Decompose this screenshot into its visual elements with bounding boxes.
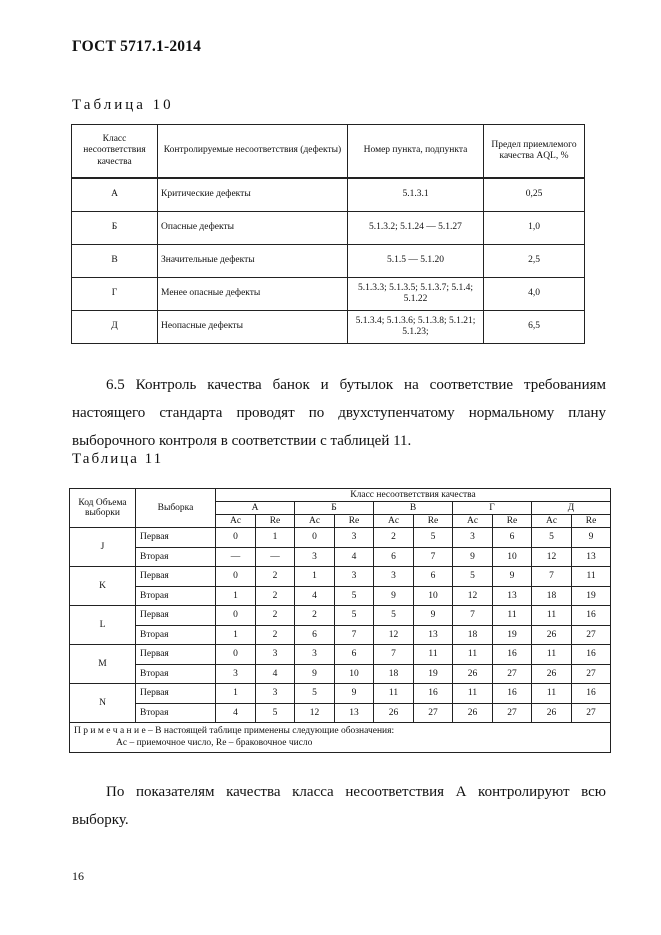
value-cell: 0: [216, 606, 256, 626]
value-cell: 0: [216, 528, 256, 548]
page-number: 16: [72, 869, 84, 883]
item-cell: 5.1.3.4; 5.1.3.6; 5.1.3.8; 5.1.21; 5.1.23;: [348, 311, 484, 344]
table-11-ac-header: Ac: [374, 515, 414, 528]
sample-label-cell: Вторая: [136, 625, 216, 645]
value-cell: 27: [572, 703, 611, 723]
table-11-note: [70, 723, 611, 753]
table-11-class-5: Д: [532, 502, 611, 515]
aql-cell: 6,5: [484, 311, 585, 344]
table-row: [72, 245, 585, 278]
table-row: [70, 625, 611, 645]
value-cell: 16: [493, 645, 532, 665]
sample-code-cell: N: [70, 684, 136, 723]
value-cell: 2: [295, 606, 335, 626]
value-cell: 9: [453, 547, 493, 567]
value-cell: 16: [572, 606, 611, 626]
sample-label-cell: Первая: [136, 645, 216, 665]
table-10-header-item: Номер пункта, подпункта: [348, 125, 484, 179]
document-title: ГОСТ 5717.1-2014: [72, 38, 202, 55]
value-cell: 5: [335, 586, 374, 606]
value-cell: 10: [493, 547, 532, 567]
defect-cell: Неопасные дефекты: [158, 311, 348, 344]
value-cell: 12: [532, 547, 572, 567]
value-cell: 2: [256, 586, 295, 606]
value-cell: 1: [295, 567, 335, 587]
value-cell: 6: [414, 567, 453, 587]
value-cell: 19: [414, 664, 453, 684]
table-row: [70, 528, 611, 548]
value-cell: 6: [374, 547, 414, 567]
table-row: [72, 178, 585, 212]
table-row: [70, 645, 611, 665]
value-cell: 11: [532, 606, 572, 626]
value-cell: 13: [414, 625, 453, 645]
value-cell: 0: [295, 528, 335, 548]
value-cell: 0: [216, 567, 256, 587]
aql-cell: 0,25: [484, 178, 585, 212]
table-11-header-sample: Выборка: [136, 489, 216, 528]
value-cell: 9: [335, 684, 374, 704]
table-11-ac-header: Ac: [453, 515, 493, 528]
class-cell: В: [72, 245, 158, 278]
paragraph-6-5-text: 6.5 Контроль качества банок и бутылок на соответствие требованиям настоящего стандарта проводят по двухступенчатому нормальному плану выборочного контроля в соответствии с таблицей 11.: [72, 377, 606, 449]
value-cell: 5: [453, 567, 493, 587]
value-cell: 9: [295, 664, 335, 684]
value-cell: 4: [256, 664, 295, 684]
value-cell: 13: [335, 703, 374, 723]
value-cell: 3: [374, 567, 414, 587]
value-cell: 11: [414, 645, 453, 665]
value-cell: 5: [335, 606, 374, 626]
sample-label-cell: Вторая: [136, 703, 216, 723]
value-cell: 11: [453, 684, 493, 704]
sample-label-cell: Первая: [136, 684, 216, 704]
value-cell: 7: [414, 547, 453, 567]
value-cell: 5: [374, 606, 414, 626]
item-cell: 5.1.5 — 5.1.20: [348, 245, 484, 278]
value-cell: 26: [532, 664, 572, 684]
value-cell: 11: [532, 684, 572, 704]
value-cell: 2: [374, 528, 414, 548]
value-cell: 5: [414, 528, 453, 548]
value-cell: 3: [453, 528, 493, 548]
table-11-ac-header: Ac: [295, 515, 335, 528]
value-cell: 27: [493, 664, 532, 684]
table-row: [72, 311, 585, 344]
value-cell: 3: [256, 645, 295, 665]
sample-code-cell: M: [70, 645, 136, 684]
defect-cell: Значительные дефекты: [158, 245, 348, 278]
paragraph-final: [72, 778, 606, 834]
table-11-ac-header: Ac: [532, 515, 572, 528]
value-cell: 18: [453, 625, 493, 645]
table-10-header-class: Класс несоответствия качества: [72, 125, 158, 179]
value-cell: 2: [256, 625, 295, 645]
value-cell: 2: [256, 606, 295, 626]
table-row: [70, 567, 611, 587]
value-cell: —: [256, 547, 295, 567]
value-cell: 26: [532, 703, 572, 723]
value-cell: 11: [572, 567, 611, 587]
sample-code-cell: J: [70, 528, 136, 567]
value-cell: 11: [374, 684, 414, 704]
sample-label-cell: Вторая: [136, 664, 216, 684]
value-cell: 1: [216, 586, 256, 606]
value-cell: 12: [374, 625, 414, 645]
table-11-class-3: В: [374, 502, 453, 515]
sample-label-cell: Первая: [136, 606, 216, 626]
value-cell: 16: [414, 684, 453, 704]
value-cell: 4: [335, 547, 374, 567]
table-11-note-line-2: Ac – приемочное число, Re – браковочное число: [116, 738, 313, 749]
table-10-header-defects: Контролируемые несоответствия (дефекты): [158, 125, 348, 179]
value-cell: 5: [256, 703, 295, 723]
sample-label-cell: Вторая: [136, 586, 216, 606]
value-cell: 11: [532, 645, 572, 665]
table-row: [70, 664, 611, 684]
value-cell: 7: [532, 567, 572, 587]
table-11-class-4: Г: [453, 502, 532, 515]
table-11-class-1: А: [216, 502, 295, 515]
table-row: [70, 586, 611, 606]
value-cell: 27: [572, 664, 611, 684]
defect-cell: Опасные дефекты: [158, 212, 348, 245]
table-10-header-aql: Предел приемлемого качества AQL, %: [484, 125, 585, 179]
table-11-header-class: Класс несоответствия качества: [216, 489, 611, 502]
value-cell: 18: [532, 586, 572, 606]
value-cell: 12: [453, 586, 493, 606]
table-row: [72, 278, 585, 311]
table-11: [69, 488, 611, 753]
table-row: [72, 212, 585, 245]
value-cell: 26: [532, 625, 572, 645]
value-cell: 7: [453, 606, 493, 626]
value-cell: 9: [414, 606, 453, 626]
item-cell: 5.1.3.3; 5.1.3.5; 5.1.3.7; 5.1.4; 5.1.22: [348, 278, 484, 311]
table-11-ac-header: Ac: [216, 515, 256, 528]
value-cell: 19: [572, 586, 611, 606]
table-11-re-header: Re: [572, 515, 611, 528]
value-cell: 1: [216, 625, 256, 645]
table-11-re-header: Re: [493, 515, 532, 528]
defect-cell: Менее опасные дефекты: [158, 278, 348, 311]
table-10-caption: Таблица 10: [72, 97, 174, 113]
value-cell: —: [216, 547, 256, 567]
table-10: [71, 124, 585, 344]
value-cell: 26: [374, 703, 414, 723]
table-11-re-header: Re: [414, 515, 453, 528]
value-cell: 6: [493, 528, 532, 548]
value-cell: 19: [493, 625, 532, 645]
sample-code-cell: K: [70, 567, 136, 606]
aql-cell: 1,0: [484, 212, 585, 245]
value-cell: 27: [493, 703, 532, 723]
value-cell: 3: [295, 547, 335, 567]
class-cell: Б: [72, 212, 158, 245]
item-cell: 5.1.3.2; 5.1.24 — 5.1.27: [348, 212, 484, 245]
sample-label-cell: Первая: [136, 528, 216, 548]
value-cell: 9: [572, 528, 611, 548]
paragraph-final-text: По показателям качества класса несоответствия А контролируют всю выборку.: [72, 784, 606, 828]
table-row: [70, 547, 611, 567]
value-cell: 7: [374, 645, 414, 665]
value-cell: 1: [216, 684, 256, 704]
value-cell: 5: [532, 528, 572, 548]
class-cell: А: [72, 178, 158, 212]
value-cell: 6: [295, 625, 335, 645]
value-cell: 16: [572, 645, 611, 665]
value-cell: 3: [335, 567, 374, 587]
value-cell: 10: [335, 664, 374, 684]
table-11-caption: Таблица 11: [72, 451, 164, 467]
table-11-header-code: Код Объема выборки: [70, 489, 136, 528]
table-11-class-2: Б: [295, 502, 374, 515]
value-cell: 4: [295, 586, 335, 606]
value-cell: 1: [256, 528, 295, 548]
class-cell: Д: [72, 311, 158, 344]
value-cell: 16: [493, 684, 532, 704]
value-cell: 7: [335, 625, 374, 645]
sample-label-cell: Вторая: [136, 547, 216, 567]
value-cell: 5: [295, 684, 335, 704]
value-cell: 6: [335, 645, 374, 665]
value-cell: 26: [453, 664, 493, 684]
sample-code-cell: L: [70, 606, 136, 645]
table-row: [70, 684, 611, 704]
table-11-re-header: Re: [335, 515, 374, 528]
value-cell: 26: [453, 703, 493, 723]
class-cell: Г: [72, 278, 158, 311]
value-cell: 11: [493, 606, 532, 626]
value-cell: 9: [374, 586, 414, 606]
aql-cell: 2,5: [484, 245, 585, 278]
table-row: [70, 703, 611, 723]
value-cell: 2: [256, 567, 295, 587]
value-cell: 3: [335, 528, 374, 548]
defect-cell: Критические дефекты: [158, 178, 348, 212]
table-11-re-header: Re: [256, 515, 295, 528]
value-cell: 12: [295, 703, 335, 723]
value-cell: 0: [216, 645, 256, 665]
table-row: [70, 606, 611, 626]
value-cell: 27: [572, 625, 611, 645]
value-cell: 10: [414, 586, 453, 606]
value-cell: 18: [374, 664, 414, 684]
aql-cell: 4,0: [484, 278, 585, 311]
item-cell: 5.1.3.1: [348, 178, 484, 212]
value-cell: 11: [453, 645, 493, 665]
table-11-note-line-1: П р и м е ч а н и е – В настоящей таблице применены следующие обозначения:: [74, 726, 395, 736]
value-cell: 3: [216, 664, 256, 684]
sample-label-cell: Первая: [136, 567, 216, 587]
value-cell: 3: [295, 645, 335, 665]
value-cell: 3: [256, 684, 295, 704]
paragraph-6-5: [72, 371, 606, 455]
value-cell: 27: [414, 703, 453, 723]
value-cell: 13: [572, 547, 611, 567]
value-cell: 4: [216, 703, 256, 723]
value-cell: 16: [572, 684, 611, 704]
value-cell: 13: [493, 586, 532, 606]
value-cell: 9: [493, 567, 532, 587]
